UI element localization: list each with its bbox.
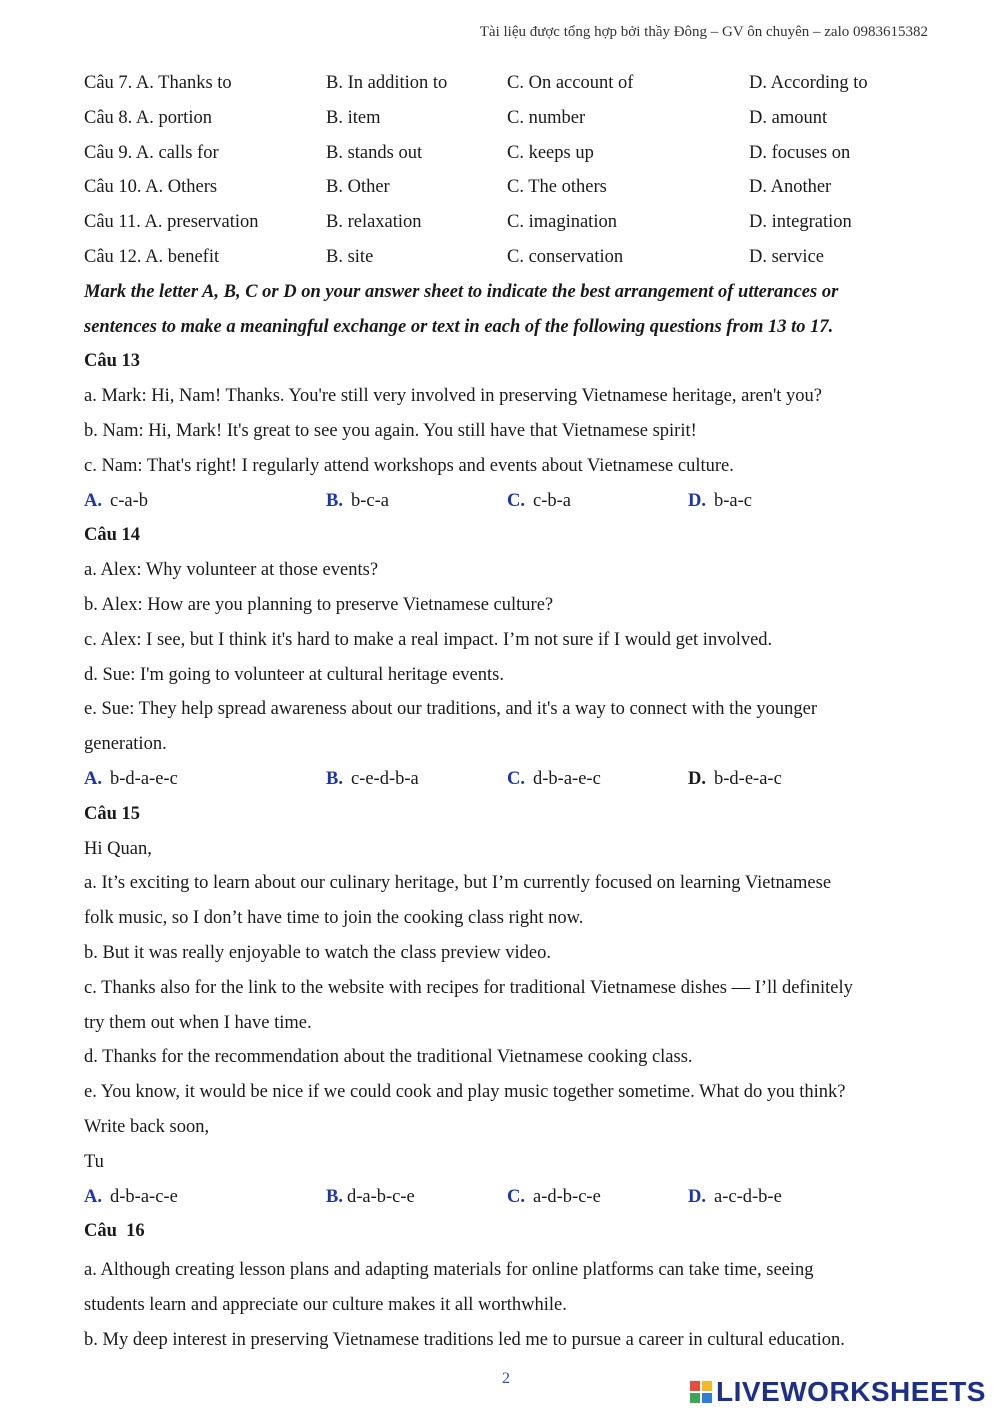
choice-b: B. item [326, 107, 381, 128]
option-letter: D. [688, 1186, 706, 1207]
choice-d: D. integration [749, 212, 852, 233]
page-header: Tài liệu được tổng hợp bởi thầy Đông – GV ôn chuyên – zalo 0983615382 [479, 24, 928, 40]
q13-line: a. Mark: Hi, Nam! Thanks. You're still very involved in preserving Vietnamese heritage, aren't you? [84, 386, 823, 407]
q14-line: generation. [84, 734, 167, 755]
option-letter: B. [326, 768, 343, 789]
q15-options [84, 1180, 934, 1215]
option-text: d-a-b-c-e [346, 1186, 415, 1207]
choice-row-11 [84, 205, 934, 240]
option-text: b-d-e-a-c [714, 768, 782, 789]
option-letter: D. [688, 490, 706, 511]
choice-row-12 [84, 240, 934, 275]
q15-line: c. Thanks also for the link to the website with recipes for traditional Vietnamese dishes — I’ll definitely [84, 977, 853, 998]
option-letter: B. [326, 490, 343, 511]
option-a[interactable] [84, 484, 148, 519]
option-letter: A. [84, 768, 102, 789]
worksheet-content [84, 66, 934, 1357]
option-text: b-c-a [350, 490, 389, 511]
q15-line: d. Thanks for the recommendation about the traditional Vietnamese cooking class. [84, 1047, 693, 1068]
option-text: a-c-d-b-e [714, 1186, 782, 1207]
q16-line: b. My deep interest in preserving Vietnamese traditions led me to pursue a career in cultural education. [84, 1329, 845, 1350]
liveworksheets-grid-icon [690, 1381, 712, 1403]
brand-name: LIVEWORKSHEETS [716, 1376, 986, 1407]
option-letter: A. [84, 1186, 102, 1207]
q16-line: a. Although creating lesson plans and adapting materials for online platforms can take time, seeing [84, 1260, 814, 1281]
choice-row-7 [84, 66, 934, 101]
option-letter: D. [688, 768, 706, 789]
instruction-line-2: sentences to make a meaningful exchange or text in each of the following questions from 13 to 17. [84, 316, 834, 337]
liveworksheets-logo [690, 1374, 986, 1410]
choice-b: B. relaxation [326, 212, 422, 233]
choice-b: B. In addition to [326, 73, 448, 93]
option-c[interactable] [507, 484, 571, 519]
option-text: b-d-a-e-c [110, 768, 178, 789]
choice-b: B. Other [326, 177, 390, 198]
question-15-title: Câu 15 [84, 803, 141, 824]
choice-a: Câu 11. A. preservation [84, 212, 259, 233]
page-number: 2 [502, 1370, 510, 1387]
option-b[interactable] [326, 1180, 415, 1215]
q15-line: Tu [84, 1151, 104, 1172]
q14-line: c. Alex: I see, but I think it's hard to make a real impact. I’m not sure if I would get involved. [84, 629, 773, 650]
choice-d: D. According to [749, 73, 868, 93]
choice-a: Câu 8. A. portion [84, 107, 212, 128]
choice-a: Câu 12. A. benefit [84, 246, 220, 267]
choice-c: C. The others [507, 177, 607, 198]
option-c[interactable] [507, 1180, 601, 1215]
choice-a: Câu 10. A. Others [84, 177, 218, 198]
q13-options [84, 484, 934, 519]
question-16-title: Câu 16 [84, 1221, 145, 1242]
option-text: c-e-d-b-a [350, 768, 419, 789]
choice-b: B. stands out [326, 142, 423, 163]
choice-row-8 [84, 101, 934, 136]
q13-line: b. Nam: Hi, Mark! It's great to see you again. You still have that Vietnamese spirit! [84, 420, 697, 441]
q13-line: c. Nam: That's right! I regularly attend workshops and events about Vietnamese culture. [84, 455, 734, 476]
q14-line: a. Alex: Why volunteer at those events? [84, 560, 379, 581]
option-letter: C. [507, 490, 525, 511]
question-14-title: Câu 14 [84, 525, 141, 546]
q15-line: e. You know, it would be nice if we could cook and play music together sometime. What do you think? [84, 1082, 846, 1103]
question-13-title: Câu 13 [84, 351, 141, 372]
option-letter: C. [507, 768, 525, 789]
choice-d: D. amount [749, 107, 828, 128]
option-text: d-b-a-c-e [110, 1186, 178, 1207]
q14-options [84, 762, 934, 797]
option-letter: C. [507, 1186, 525, 1207]
q16-line: students learn and appreciate our culture makes it all worthwhile. [84, 1294, 567, 1315]
choice-d: D. focuses on [749, 142, 851, 163]
choice-b: B. site [326, 246, 374, 267]
instruction-line-1: Mark the letter A, B, C or D on your answer sheet to indicate the best arrangement of utterances or [84, 281, 839, 302]
q15-line: folk music, so I don’t have time to join the cooking class right now. [84, 908, 584, 929]
q14-line: b. Alex: How are you planning to preserve Vietnamese culture? [84, 594, 554, 615]
option-c[interactable] [507, 762, 601, 797]
choice-c: C. conservation [507, 246, 624, 267]
option-text: c-a-b [110, 490, 148, 511]
q15-line: Hi Quan, [84, 838, 152, 859]
option-b[interactable] [326, 484, 389, 519]
option-a[interactable] [84, 762, 178, 797]
option-d[interactable] [688, 484, 752, 519]
q15-line: Write back soon, [84, 1116, 210, 1137]
option-letter: B. [326, 1186, 343, 1207]
option-letter: A. [84, 490, 102, 511]
choice-d: D. service [749, 246, 824, 267]
option-text: b-a-c [714, 490, 752, 511]
option-a[interactable] [84, 1180, 178, 1215]
option-d[interactable] [688, 762, 782, 797]
option-d[interactable] [688, 1180, 782, 1215]
choice-row-9 [84, 136, 934, 171]
q15-line: b. But it was really enjoyable to watch the class preview video. [84, 942, 551, 963]
choice-c: C. keeps up [507, 142, 594, 163]
choice-a: Câu 9. A. calls for [84, 142, 219, 163]
choice-table [84, 66, 934, 275]
choice-c: C. imagination [507, 212, 617, 233]
option-text: c-b-a [533, 490, 571, 511]
option-text: d-b-a-e-c [533, 768, 601, 789]
choice-c: C. number [507, 107, 586, 128]
choice-row-10 [84, 170, 934, 205]
q15-line: try them out when I have time. [84, 1012, 312, 1033]
q15-line: a. It’s exciting to learn about our culinary heritage, but I’m currently focused on learning Vietnamese [84, 873, 832, 894]
q14-line: d. Sue: I'm going to volunteer at cultural heritage events. [84, 664, 504, 685]
option-b[interactable] [326, 762, 419, 797]
option-text: a-d-b-c-e [533, 1186, 601, 1207]
choice-d: D. Another [749, 177, 832, 198]
choice-c: C. On account of [507, 73, 634, 93]
q14-line: e. Sue: They help spread awareness about our traditions, and it's a way to connect with the younger [84, 699, 818, 720]
choice-a: Câu 7. A. Thanks to [84, 73, 232, 93]
